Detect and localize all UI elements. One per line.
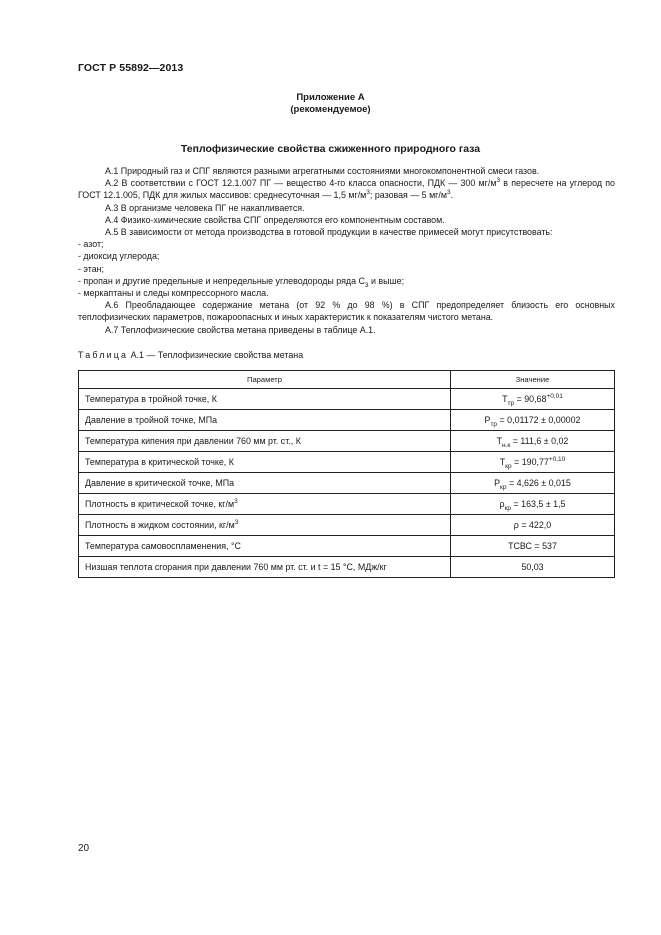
value-superscript: +0,01 <box>546 393 563 401</box>
list-item: - меркаптаны и следы компрессорного масла. <box>78 288 269 299</box>
param-text: Температура кипения при давлении 760 мм рт. ст., К <box>85 436 301 446</box>
annex-status: (рекомендуемое) <box>290 104 371 115</box>
paragraph-a2-end: . <box>450 190 454 201</box>
value-text: = 4,626 ± 0,015 <box>506 478 571 488</box>
value-cell <box>451 452 615 473</box>
list-item-text: и выше; <box>368 275 405 286</box>
param-cell <box>79 515 451 536</box>
list-item: - диоксид углерода; <box>78 251 160 262</box>
param-cell <box>79 473 451 494</box>
param-text: Низшая теплота сгорания при давлении 760 мм рт. ст. и t = 15 °С, МДж/кг <box>85 562 387 572</box>
param-cell <box>79 410 451 431</box>
table-body <box>79 389 615 578</box>
superscript: 3 <box>446 189 451 197</box>
table-row <box>79 389 615 410</box>
value-cell <box>451 389 615 410</box>
table-row <box>79 515 615 536</box>
value-text: = 163,5 ± 1,5 <box>511 499 566 509</box>
paragraph-a2-text3: ; разовая — 5 мг/м <box>369 190 447 201</box>
param-text: Плотность в критической точке, кг/м <box>85 499 235 509</box>
param-text: Температура самовоспламенения, °С <box>85 541 241 551</box>
value-symbol: Р <box>494 478 501 488</box>
table-header-row <box>79 371 615 389</box>
table-row <box>79 473 615 494</box>
table-row <box>79 536 615 557</box>
param-superscript: 3 <box>234 519 239 527</box>
superscript: 3 <box>496 177 501 185</box>
param-text: Давление в тройной точке, МПа <box>85 415 218 425</box>
value-subscript: кр <box>500 483 507 491</box>
list-item: - этан; <box>78 263 105 274</box>
param-cell <box>79 389 451 410</box>
value-text: 50,03 <box>521 562 544 572</box>
value-cell <box>451 557 615 578</box>
table-row <box>79 557 615 578</box>
paragraph-a2 <box>78 177 615 201</box>
table-row <box>79 452 615 473</box>
table-caption-label: Таблица <box>78 350 129 360</box>
value-subscript: н.к <box>502 441 511 449</box>
properties-table <box>78 370 615 578</box>
value-cell <box>451 473 615 494</box>
table-caption-text: А.1 — Теплофизические свойства метана <box>128 350 304 360</box>
value-symbol: ρ <box>513 520 519 530</box>
paragraph-a6: А.6 Преобладающее содержание метана (от 92 % до 98 %) в СПГ предопределяет близость его основных теплофизических параметров, пожароопасных и иных характеристик к показателям чистого метана. <box>78 300 615 323</box>
value-text: = 190,77 <box>511 457 549 467</box>
value-cell <box>451 494 615 515</box>
param-superscript: 3 <box>234 498 238 506</box>
value-subscript: тр <box>507 399 515 407</box>
param-text: Температура в тройной точке, К <box>85 394 217 404</box>
value-symbol: Т <box>499 457 506 467</box>
table-row <box>79 494 615 515</box>
column-header-param: Параметр <box>79 371 451 389</box>
value-subscript: кр <box>504 504 512 512</box>
superscript: 3 <box>366 189 370 197</box>
table-row <box>79 431 615 452</box>
value-subscript: тр <box>490 420 498 428</box>
param-cell <box>79 557 451 578</box>
standard-header: ГОСТ Р 55892—2013 <box>78 62 184 74</box>
value-cell <box>451 431 615 452</box>
value-text: = 111,6 ± 0,02 <box>510 436 569 446</box>
value-cell <box>451 515 615 536</box>
paragraph-a1: А.1 Природный газ и СПГ являются разными агрегатными состояниями многокомпонентной смеси газов. <box>105 166 540 176</box>
param-text: Температура в критической точке, К <box>85 457 234 467</box>
column-header-value: Значение <box>451 371 615 389</box>
paragraph-a5: А.5 В зависимости от метода производства в готовой продукции в качестве примесей могут присутствовать: <box>105 227 553 238</box>
annex-title: Приложение А <box>296 92 365 103</box>
list-item-text: - пропан и другие предельные и непредельные углеводороды ряда С <box>78 275 365 286</box>
value-subscript: кр <box>505 462 512 470</box>
value-symbol: Т <box>496 436 503 446</box>
value-symbol: Т <box>502 394 508 404</box>
body-text <box>78 165 615 336</box>
value-superscript: +0,10 <box>548 456 566 464</box>
value-text: = 422,0 <box>518 520 552 530</box>
paragraph-a2-text2: в пересчете на углерод по ГОСТ 12.1.005, ПДК для жилых массивов: среднесуточная — 1,5 мг/м <box>78 178 615 201</box>
param-cell <box>79 452 451 473</box>
param-cell <box>79 536 451 557</box>
section-title: Теплофизические свойства сжиженного природного газа <box>180 143 481 155</box>
value-symbol: Р <box>484 415 491 425</box>
value-symbol: ρ <box>499 499 505 509</box>
value-text: = 90,68 <box>514 394 547 404</box>
paragraph-a2-text1: А.2 В соответствии с ГОСТ 12.1.007 ПГ — вещество 4-го класса опасности, ПДК — 300 мг/м <box>105 178 497 189</box>
table-caption <box>78 350 303 360</box>
paragraph-a4: А.4 Физико-химические свойства СПГ определяются его компонентным составом. <box>105 214 445 225</box>
value-cell <box>451 536 615 557</box>
list-item <box>78 275 615 287</box>
param-text: Плотность в жидком состоянии, кг/м <box>85 520 235 530</box>
paragraph-a7: А.7 Теплофизические свойства метана приведены в таблице А.1. <box>105 324 376 335</box>
param-cell <box>79 431 451 452</box>
page-number: 20 <box>78 843 90 854</box>
value-text: = 0,01172 ± 0,00002 <box>497 415 581 425</box>
param-text: Давление в критической точке, МПа <box>85 478 235 488</box>
paragraph-a3: А.3 В организме человека ПГ не накапливается. <box>105 202 305 213</box>
value-cell <box>451 410 615 431</box>
list-item: - азот; <box>78 239 104 250</box>
param-cell <box>79 494 451 515</box>
subscript: 3 <box>364 281 369 289</box>
value-text: ТСВС = 537 <box>508 541 557 551</box>
table-row <box>79 410 615 431</box>
